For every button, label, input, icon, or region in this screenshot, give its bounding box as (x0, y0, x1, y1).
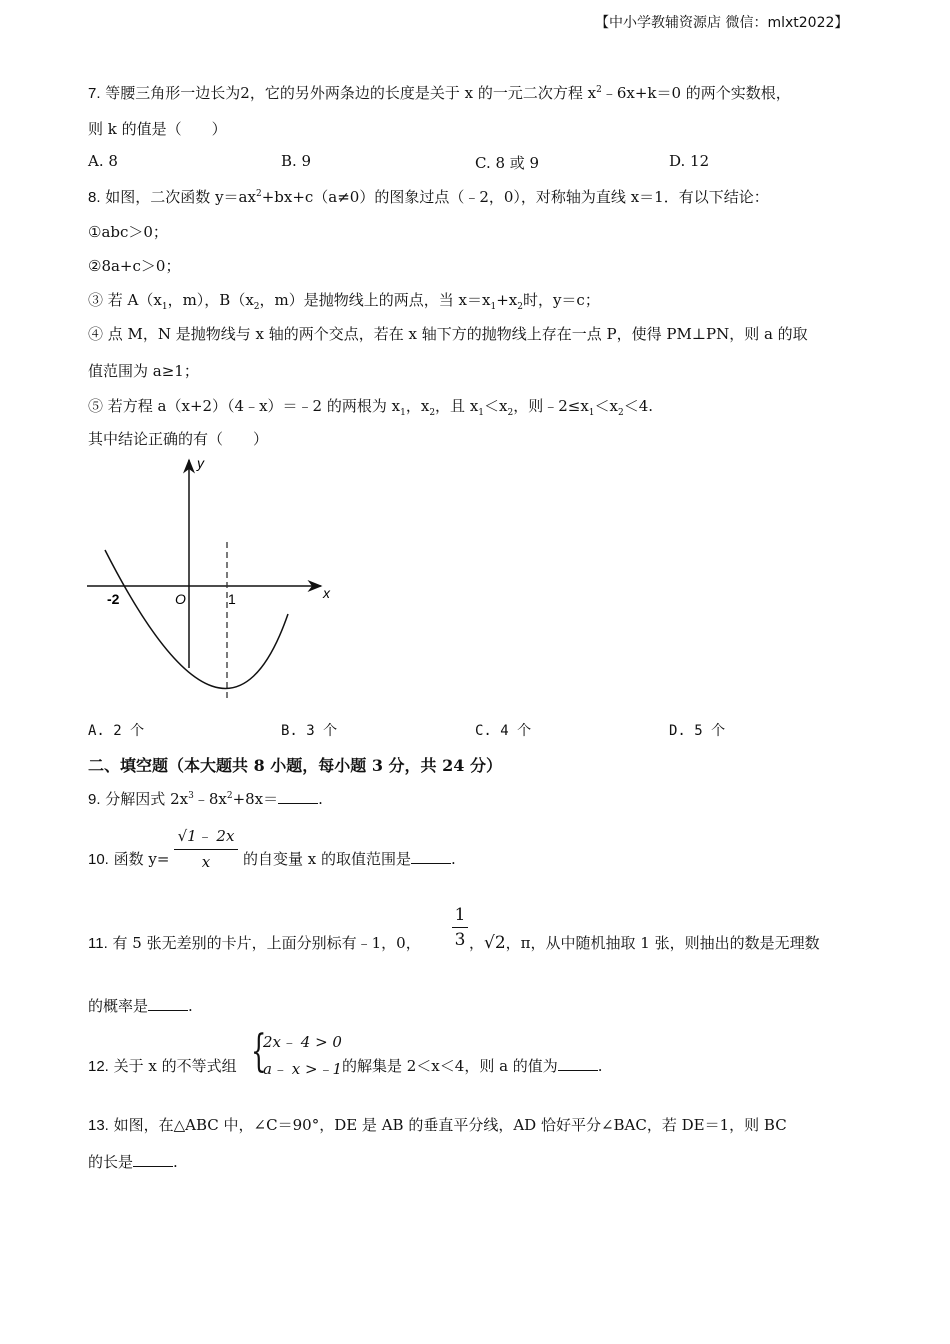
conclusion-3: ③ 若 $A(x_1$，m），$B(x_2$，m）是抛物线上的两点，当 $x=x_1+x_2$时，y＝c； (88, 291, 600, 312)
conclusion-4-line-2: 值范围为 a≥1； (88, 362, 199, 380)
fraction-expression (174, 825, 238, 871)
sqrt-two: √2 (484, 933, 506, 953)
question-number: 13. (88, 1117, 109, 1134)
option-c: C. 8 或 9 (475, 154, 540, 172)
question-12-prefix: 12. 关于 x 的不等式组 (88, 1057, 237, 1075)
inequality-1: 2x﹣ 4 > 0 (263, 1033, 342, 1051)
option-b: B. 9 (281, 152, 312, 170)
fraction-denominator: x (201, 853, 211, 871)
option-b: B. 3 个 (281, 723, 338, 739)
option-a: A. 2 个 (88, 723, 145, 739)
option-c: C. 4 个 (475, 723, 532, 739)
inequality-2: a﹣ x >﹣1 (263, 1060, 343, 1078)
question-7-line-2: 则 k 的值是（ ） (88, 120, 227, 138)
question-12-suffix: 的解集是 2＜x＜4，则 a 的值为 . (342, 1057, 603, 1075)
parabola-curve (105, 550, 288, 688)
answer-blank (133, 1152, 173, 1167)
question-7-line-1: 7. 等腰三角形一边长为2，它的另外两条边的长度是关于 x 的一元二次方程 $x^2﹣6x+k=0$ 的两个实数根， (88, 84, 791, 102)
watermark: 【中小学教辅资源店 微信：mlxt2022】 (595, 15, 849, 31)
x-axis-label: x (323, 585, 330, 601)
option-d: D. 12 (669, 152, 710, 170)
question-number: 8. (88, 189, 101, 206)
origin-label: O (175, 591, 186, 607)
conclusion-5: ⑤ 若方程 a（x+2）（4﹣x）＝﹣2 的两根为 $x_1$，$x_2$，且 $x_1<x_2$，则$﹣2\le x_1<x_2<4$. (88, 397, 654, 418)
question-10-suffix: 的自变量 x 的取值范围是 . (243, 850, 456, 868)
question-11-line-1-rest: ，√2，π，从中随机抽取 1 张，则抽出的数是无理数 (469, 933, 820, 953)
question-number: 11. (88, 935, 108, 952)
answer-blank (278, 789, 318, 804)
conclusion-1: ①abc＞0； (88, 223, 168, 241)
parabola-graph (85, 450, 345, 710)
answer-blank (558, 1056, 598, 1071)
question-8-stem: 8. 如图，二次函数 $y=ax^2+bx+c(a\ne 0)$的图象过点（﹣2，0），对称轴为直线 x＝1．有以下结论： (88, 188, 769, 206)
section-heading: 二、填空题（本大题共 8 小题，每小题 3 分，共 24 分） (88, 756, 502, 775)
question-number: 7. (88, 85, 101, 102)
question-11-line-2: 的概率是 . (88, 997, 193, 1015)
option-a: A. 8 (88, 152, 118, 170)
conclusion-2: ②8a+c＞0； (88, 257, 181, 275)
fraction-bar (174, 849, 238, 850)
option-d: D. 5 个 (669, 723, 726, 739)
question-number: 9. (88, 791, 101, 808)
fraction-numerator: √1﹣ 2x (177, 827, 235, 845)
answer-blank (411, 849, 451, 864)
tick-label-1: 1 (228, 591, 236, 607)
fraction-one-third: 1 3 (452, 905, 468, 950)
tick-label-neg2: -2 (107, 591, 120, 607)
question-9: 9. 分解因式 $2x^3﹣8x^2+8x=$ . (88, 790, 323, 808)
y-axis-label: y (197, 455, 204, 471)
brace-icon: { (251, 1026, 267, 1077)
conclusion-4-line-1: ④ 点 M，N 是抛物线与 x 轴的两个交点，若在 x 轴下方的抛物线上存在一点 P，使得 PM⊥PN，则 a 的取 (88, 325, 808, 343)
question-number: 12. (88, 1058, 109, 1075)
question-13-line-1: 13. 如图，在△ABC 中，∠C＝90°，DE 是 AB 的垂直平分线，AD 恰好平分∠BAC，若 DE＝1，则 BC (88, 1116, 787, 1134)
question-10-prefix: 10. 函数 y= (88, 850, 170, 868)
question-11-line-1: 11. 有 5 张无差别的卡片，上面分别标有﹣1，0， (88, 934, 421, 952)
question-8-ask: 其中结论正确的有（ ） (88, 430, 269, 448)
question-number: 10. (88, 851, 109, 868)
question-13-line-2: 的长是 . (88, 1153, 178, 1171)
answer-blank (148, 996, 188, 1011)
